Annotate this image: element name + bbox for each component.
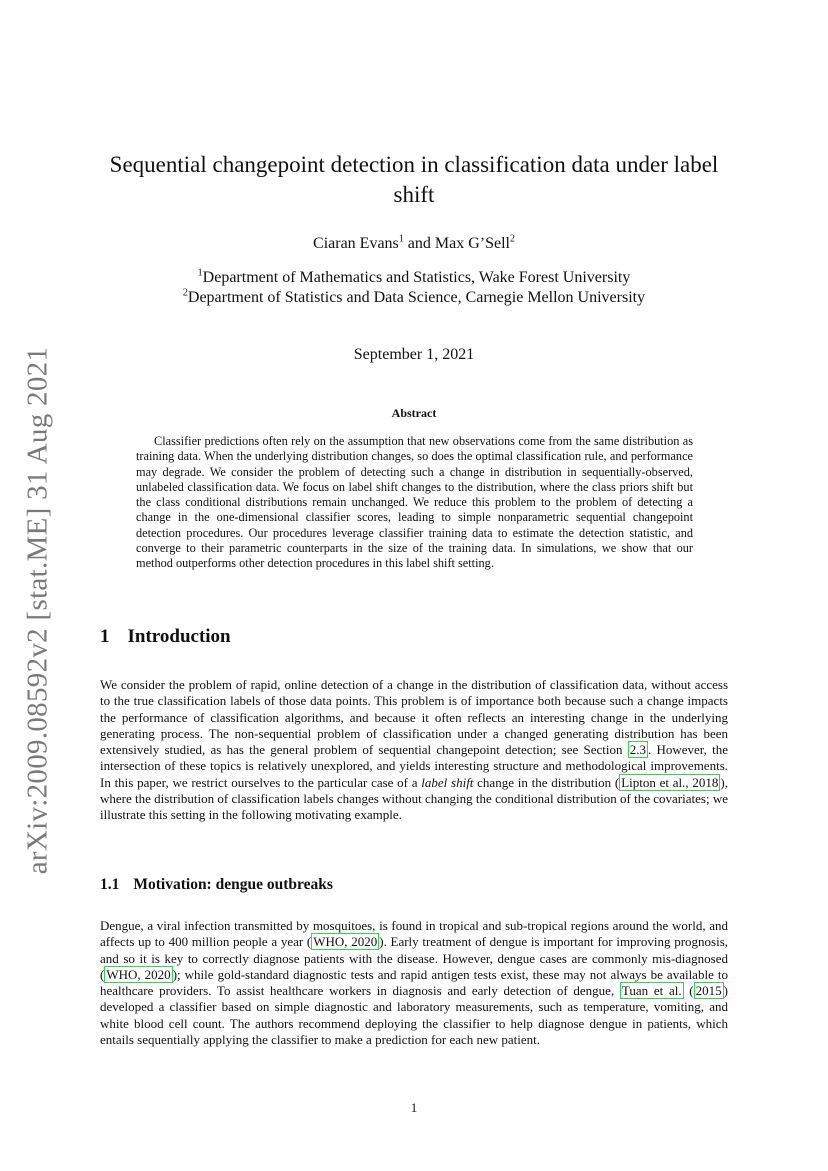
intro-emphasis: label shift	[421, 774, 474, 790]
intro-text-3: change in the distribution (	[473, 774, 620, 790]
intro-text-4: ), where the distribution of classification labels changes without changing the conditional distribution of the covariates; we illustrate this setting in the following motivating example.	[100, 774, 728, 823]
affiliation-1-mark: 1	[197, 267, 203, 279]
affiliation-2	[100, 288, 728, 308]
intro-paragraph	[100, 677, 728, 824]
author-1-name: Ciaran Evans	[313, 235, 399, 252]
paper-title: Sequential changepoint detection in classification data under label shift	[109, 152, 719, 207]
citation-who-link-2[interactable]: WHO, 2020	[106, 966, 171, 982]
dengue-text-2: ). Early treatment of dengue is important for improving prognosis, and so it is key to correctly diagnose patients with the disease. However, dengue cases are commonly mis-diagnosed (	[100, 934, 728, 982]
affiliations	[100, 268, 728, 308]
citation-lipton-link[interactable]: Lipton et al., 2018	[621, 774, 719, 790]
dengue-paragraph	[100, 918, 728, 1048]
citation-tuan-name-link[interactable]: Tuan et al.	[621, 983, 682, 999]
author-1-mark: 1	[398, 233, 404, 245]
author-conjunction: and	[407, 235, 431, 252]
dengue-text-1: Dengue, a viral infection transmitted by mosquitoes, is found in tropical and sub-tropical regions around the world, and affects up to 400 million people a year (	[100, 918, 728, 950]
author-line	[100, 235, 728, 253]
citation-who-link-1[interactable]: WHO, 2020	[313, 934, 378, 950]
intro-text-1: We consider the problem of rapid, online detection of a change in the distribution of classification data, without access to the true classification labels of those data points. This problem is of importance both because such a change impacts the performance of classification algorithms, and because it often reflects an interesting change in the underlying generating process. The non-sequential problem of classification under a changed generating distribution has been extensively studied, as has the general problem of sequential changepoint detection; see Section	[100, 677, 728, 758]
dengue-text-3: ); while gold-standard diagnostic tests and rapid antigen tests exist, these may not always be available to healthcare providers. To assist healthcare workers in diagnosis and early detection of dengue,	[100, 966, 728, 999]
abstract-body: Classifier predictions often rely on the assumption that new observations come from the same distribution as training data. When the underlying distribution changes, so does the optimal classification rule, and performance may degrade. We consider the problem of detecting such a change in distribution in sequentially-observed, unlabeled classification data. We focus on label shift changes to the distribution, where the class priors shift but the class conditional distributions remain unchanged. We reduce this problem to the problem of detecting a change in the one-dimensional classifier scores, leading to simple nonparametric sequential changepoint detection procedures. Our procedures leverage classifier training data to estimate the detection statistic, and converge to their parametric counterparts in the size of the training data. In simulations, we show that our method outperforms other detection procedures in this label shift setting.	[136, 434, 693, 571]
section-number: 1	[100, 626, 110, 647]
intro-text-2: . However, the intersection of these topics is relatively unexplored, and yields interesting structure and methodological improvements. In this paper, we restrict ourselves to the particular case of a	[100, 742, 728, 790]
section-title: Introduction	[127, 626, 231, 647]
page-number: 1	[410, 1100, 418, 1115]
citation-tuan-year-link[interactable]: 2015	[695, 983, 722, 999]
affiliation-1-text: Department of Mathematics and Statistics, Wake Forest University	[202, 269, 631, 286]
affiliation-2-mark: 2	[182, 287, 188, 299]
dengue-text-4: ) developed a classifier based on simple diagnostic and laboratory measurements, such as temperature, vomiting, and white blood cell count. The authors recommend deploying the classifier to help diagnose dengue in patients, which entails sequentially applying the classifier to make a prediction for each new patient.	[100, 983, 728, 1048]
section-ref-link[interactable]: 2.3	[629, 742, 646, 758]
author-2-mark: 2	[509, 233, 515, 245]
abstract-heading: Abstract	[391, 406, 437, 420]
author-2-name: Max G’Sell	[434, 235, 510, 252]
subsection-title: Motivation: dengue outbreaks	[133, 876, 333, 893]
paper-date: September 1, 2021	[353, 346, 475, 363]
section-heading-introduction	[100, 626, 231, 648]
dengue-text-3b: (	[683, 983, 694, 999]
arxiv-identifier: arXiv:2009.08592v2 [stat.ME] 31 Aug 2021	[21, 346, 54, 874]
subsection-heading-motivation	[100, 876, 333, 894]
arxiv-side-stamp	[16, 346, 60, 874]
affiliation-1	[100, 268, 728, 288]
subsection-number: 1.1	[100, 876, 120, 893]
affiliation-2-text: Department of Statistics and Data Science, Carnegie Mellon University	[187, 289, 646, 306]
